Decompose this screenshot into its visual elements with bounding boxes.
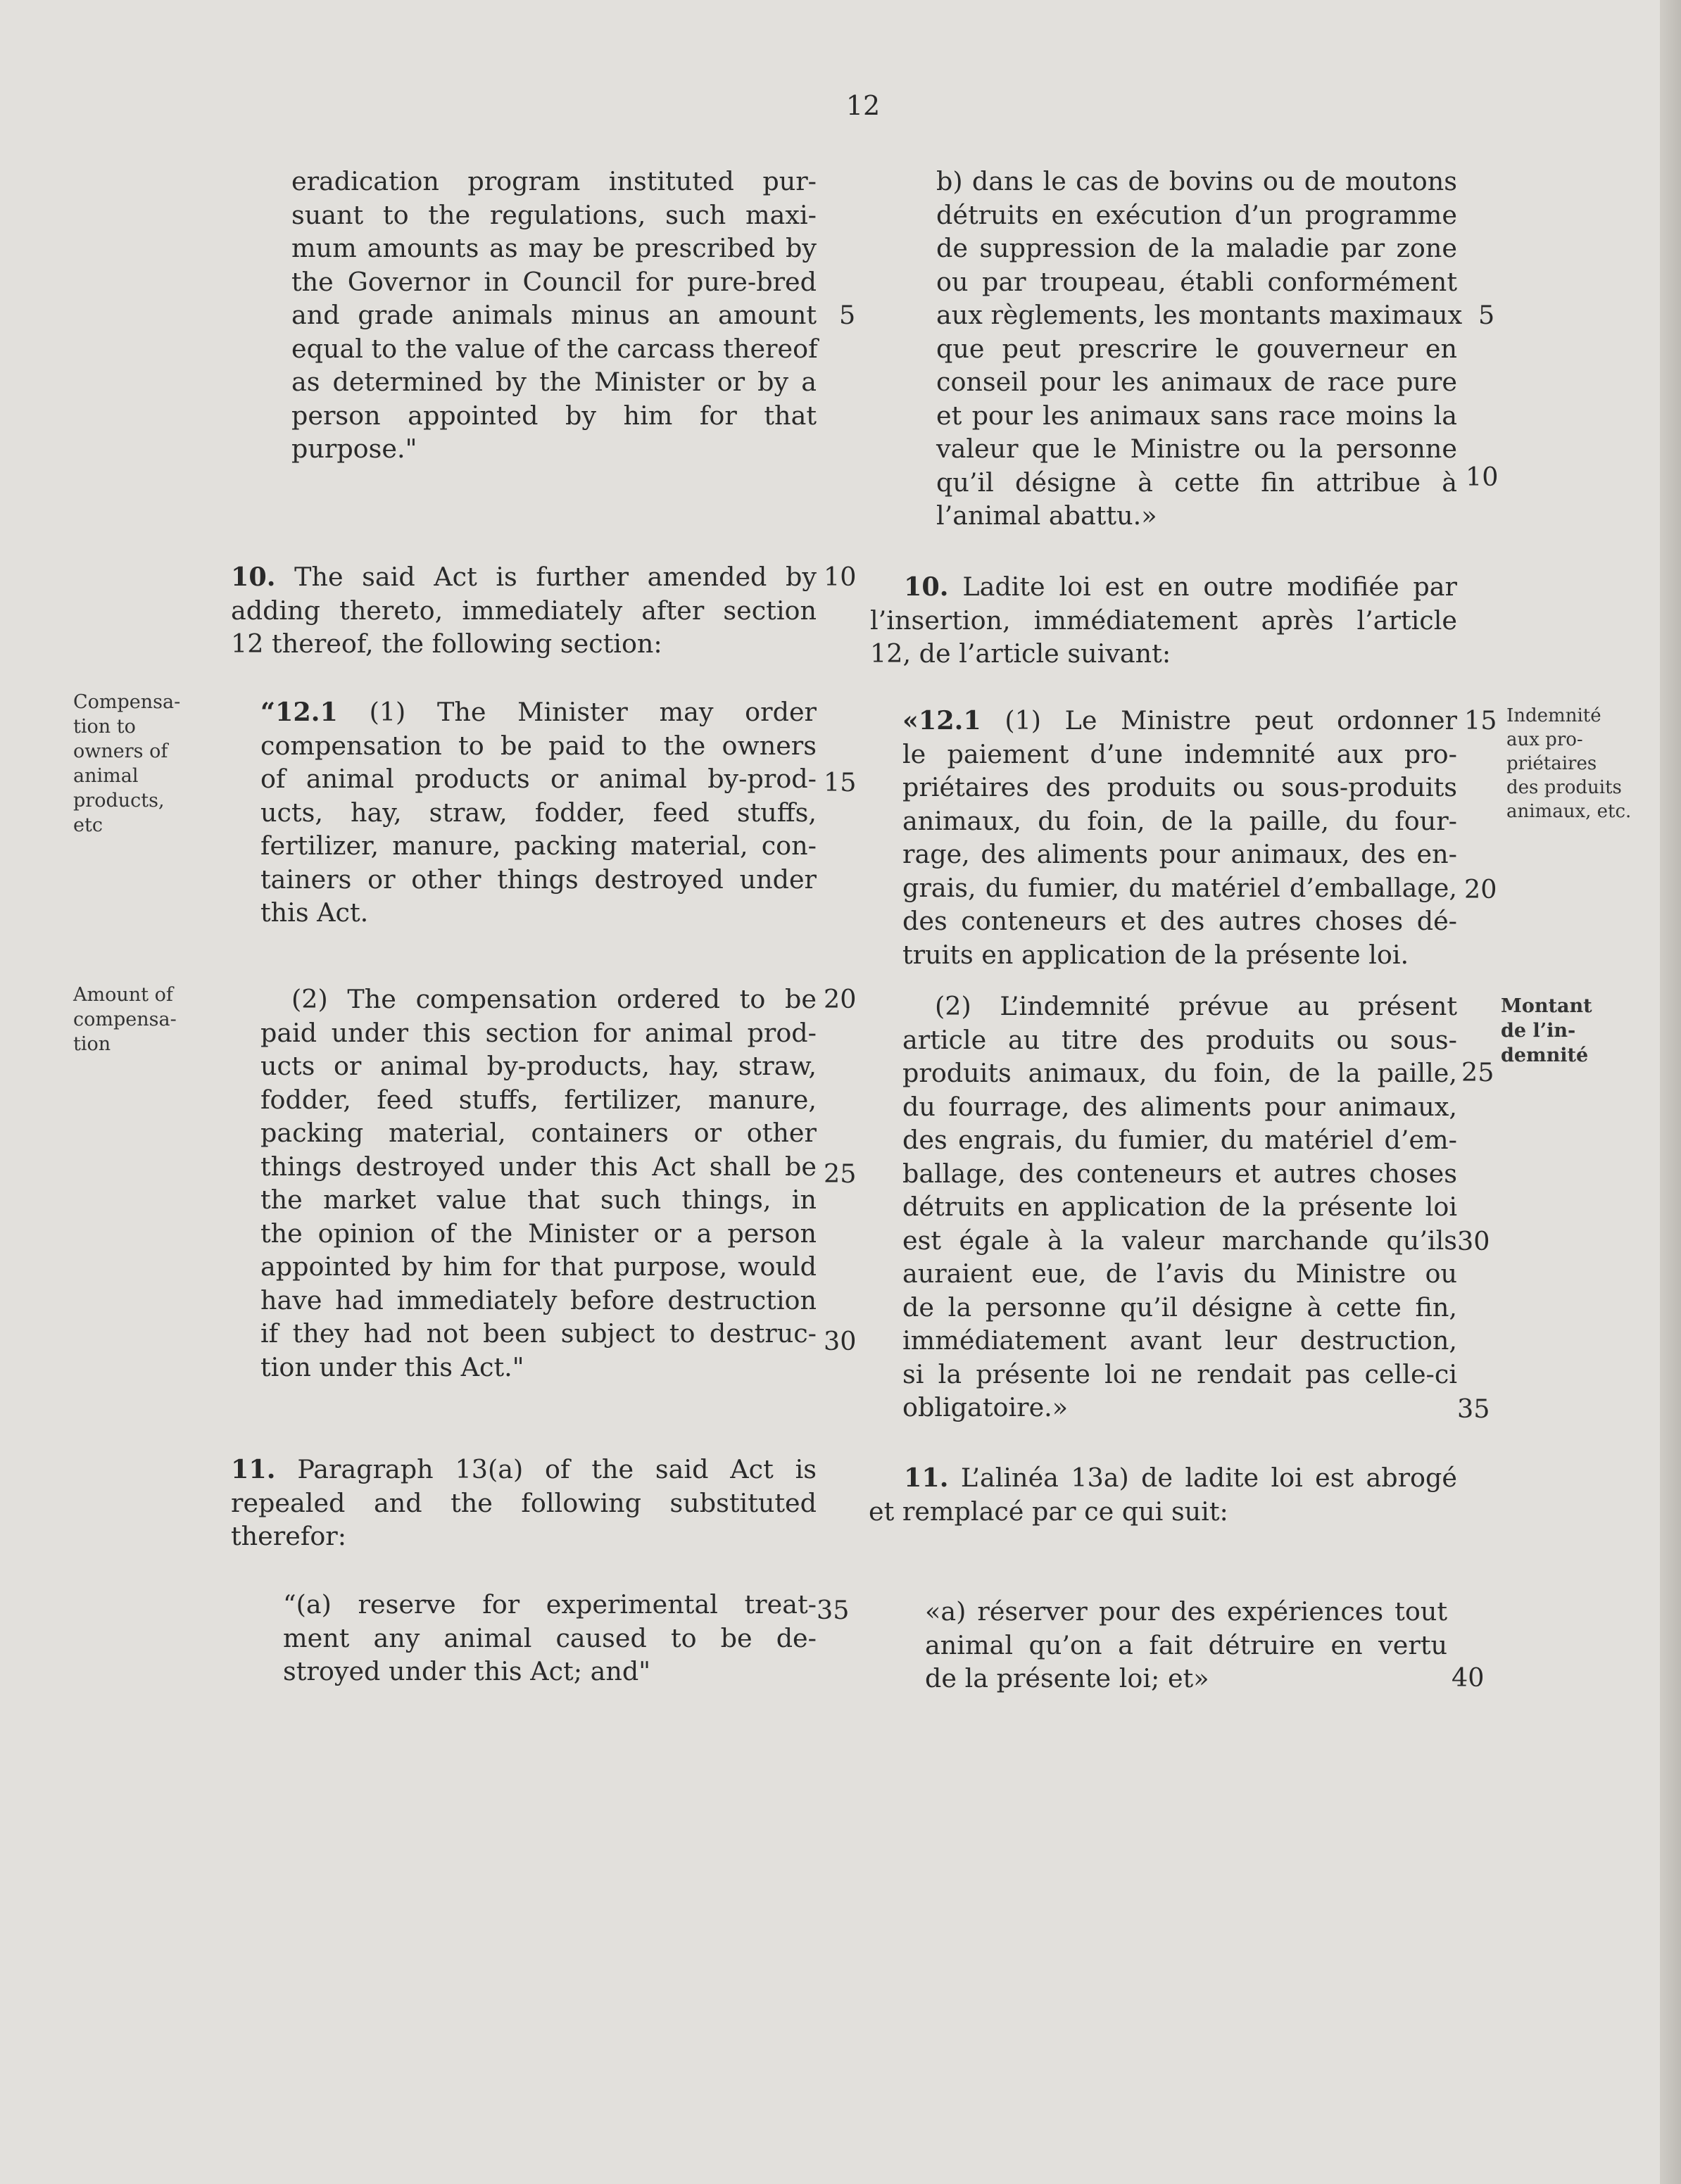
en-line: paid under this section for animal prod- xyxy=(260,1017,817,1048)
en-line: this Act. xyxy=(260,897,369,928)
fr-line: produits animaux, du foin, de la paille, xyxy=(902,1058,1457,1088)
en-line: packing material, containers or other xyxy=(260,1118,817,1148)
english-paragraph-13a xyxy=(283,1588,817,1689)
en-line: purpose." xyxy=(291,434,417,464)
line-number: 25 xyxy=(824,1159,857,1189)
en-line: ment any animal caused to be de- xyxy=(283,1622,817,1653)
fr-line: du fourrage, des aliments pour animaux, xyxy=(902,1091,1457,1122)
line-number: 20 xyxy=(824,984,857,1014)
line-number: 20 xyxy=(1464,874,1497,904)
fr-line: aux règlements, les montants maximaux xyxy=(936,300,1463,330)
en-line: stroyed under this Act; and" xyxy=(283,1656,651,1686)
fr-line: ou par troupeau, établi conformément xyxy=(936,266,1457,297)
en-line: equal to the value of the carcass thereof xyxy=(291,333,818,364)
line-number: 5 xyxy=(1478,300,1495,330)
fr-line: article au titre des produits ou sous- xyxy=(902,1024,1457,1055)
fr-line: de suppression de la maladie par zone xyxy=(936,233,1457,263)
line-number: 30 xyxy=(824,1326,857,1356)
section-number: «12.1 xyxy=(902,705,981,736)
french-section-12-2 xyxy=(902,990,1457,1425)
fr-line: que peut prescrire le gouverneur en xyxy=(936,333,1457,364)
fr-line: valeur que le Ministre ou la personne xyxy=(936,434,1457,464)
en-line: fertilizer, manure, packing material, con- xyxy=(260,831,817,861)
side-note-amount: Amount of compensa- tion xyxy=(73,984,177,1055)
section-number: “12.1 xyxy=(260,697,338,727)
french-section-12-1 xyxy=(902,704,1457,971)
en-line: ucts, hay, straw, fodder, feed stuffs, xyxy=(260,797,817,828)
line-number: 35 xyxy=(817,1595,850,1625)
fr-line: 12, de l’article suivant: xyxy=(870,638,1171,669)
english-carryover xyxy=(291,165,817,466)
fr-line: L’alinéa 13a) de ladite loi est abrogé xyxy=(948,1463,1457,1493)
fr-line: l’insertion, immédiatement après l’article xyxy=(870,605,1457,636)
en-line: the market value that such things, in xyxy=(260,1185,817,1215)
side-note-montant: Montant de l’in- demnité xyxy=(1501,995,1592,1066)
fr-line: animaux, du foin, de la paille, du four- xyxy=(902,805,1457,836)
fr-line: Ladite loi est en outre modifiée par xyxy=(948,572,1457,602)
fr-line: et remplacé par ce qui suit: xyxy=(869,1496,1228,1527)
english-section-10 xyxy=(231,560,817,661)
fr-line: obligatoire.» xyxy=(902,1392,1069,1422)
line-number: 40 xyxy=(1452,1662,1485,1693)
french-section-11 xyxy=(869,1461,1457,1528)
fr-line: et pour les animaux sans race moins la xyxy=(936,400,1457,431)
line-number: 30 xyxy=(1457,1226,1490,1256)
en-line: suant to the regulations, such maxi- xyxy=(291,199,817,230)
en-line: if they had not been subject to destruc- xyxy=(260,1318,817,1349)
fr-line: b) dans le cas de bovins ou de moutons xyxy=(936,166,1457,196)
fr-line: (2) L’indemnité prévue au présent xyxy=(935,991,1457,1021)
en-line: the opinion of the Minister or a person xyxy=(260,1218,817,1249)
fr-line: qu’il désigne à cette fin attribue à xyxy=(936,467,1457,498)
french-section-10 xyxy=(870,570,1457,671)
fr-line: auraient eue, de l’avis du Ministre ou xyxy=(902,1258,1457,1289)
fr-line: truits en application de la présente loi. xyxy=(902,939,1409,970)
fr-line: le paiement d’une indemnité aux pro- xyxy=(902,738,1457,769)
en-line: tainers or other things destroyed under xyxy=(260,864,817,895)
fr-line: de la présente loi; et» xyxy=(925,1663,1209,1693)
line-number: 5 xyxy=(839,300,856,330)
english-section-12-1 xyxy=(260,695,817,930)
fr-line: animal qu’on a fait détruire en vertu xyxy=(925,1629,1447,1660)
en-line: (2) The compensation ordered to be xyxy=(291,984,817,1014)
french-carryover xyxy=(936,165,1463,533)
en-line: things destroyed under this Act shall be xyxy=(260,1151,817,1182)
line-number: 15 xyxy=(1464,705,1497,736)
line-number: 10 xyxy=(824,562,857,592)
en-line: tion under this Act." xyxy=(260,1351,524,1382)
en-line: fodder, feed stuffs, fertilizer, manure, xyxy=(260,1084,817,1115)
page-number: 12 xyxy=(845,90,881,121)
section-number: 11. xyxy=(231,1454,276,1484)
en-line: have had immediately before destruction xyxy=(260,1284,817,1315)
en-line: (1) The Minister may order xyxy=(337,697,817,727)
fr-line: ballage, des conteneurs et autres choses xyxy=(902,1158,1457,1189)
fr-line: conseil pour les animaux de race pure xyxy=(936,367,1457,397)
section-number: 10. xyxy=(231,562,276,592)
fr-line: l’animal abattu.» xyxy=(936,500,1157,531)
fr-line: rage, des aliments pour animaux, des en- xyxy=(902,839,1457,869)
fr-line: si la présente loi ne rendait pas celle-ci xyxy=(902,1358,1457,1389)
fr-line: est égale à la valeur marchande qu’ils xyxy=(902,1225,1457,1256)
fr-line: «a) réserver pour des expériences tout xyxy=(925,1596,1447,1627)
side-note-indemnite: Indemnité aux pro- priétaires des produits animaux, etc. xyxy=(1506,705,1632,822)
en-line: compensation to be paid to the owners xyxy=(260,730,817,761)
en-line: mum amounts as may be prescribed by xyxy=(291,233,817,263)
english-section-11 xyxy=(231,1453,817,1553)
fr-line: des conteneurs et des autres choses dé- xyxy=(902,906,1457,936)
fr-line: détruits en exécution d’un programme xyxy=(936,199,1457,230)
en-line: repealed and the following substituted xyxy=(231,1487,817,1518)
line-number: 25 xyxy=(1461,1057,1494,1087)
side-note-compensation: Compensa- tion to owners of animal products, etc xyxy=(73,691,181,836)
en-line: appointed by him for that purpose, would xyxy=(260,1251,817,1282)
page-edge-shadow xyxy=(1660,0,1681,2184)
fr-line: grais, du fumier, du matériel d’emballage, xyxy=(902,872,1457,903)
en-line: “(a) reserve for experimental treat- xyxy=(283,1589,817,1620)
english-section-12-2 xyxy=(260,983,817,1384)
fr-line: (1) Le Ministre peut ordonner xyxy=(981,705,1457,736)
en-line: adding thereto, immediately after section xyxy=(231,595,817,626)
section-number: 11. xyxy=(904,1463,949,1493)
en-line: 12 thereof, the following section: xyxy=(231,629,662,659)
en-line: eradication program instituted pur- xyxy=(291,166,817,196)
en-line: of animal products or animal by-prod- xyxy=(260,764,817,794)
section-number: 10. xyxy=(904,572,949,602)
fr-line: de la personne qu’il désigne à cette fin, xyxy=(902,1292,1457,1323)
fr-line: détruits en application de la présente loi xyxy=(902,1192,1457,1222)
en-line: and grade animals minus an amount xyxy=(291,300,817,330)
en-line: Paragraph 13(a) of the said Act is xyxy=(275,1454,817,1484)
french-paragraph-13a xyxy=(925,1595,1447,1696)
line-number: 35 xyxy=(1457,1394,1490,1424)
line-number: 10 xyxy=(1466,462,1499,492)
en-line: therefor: xyxy=(231,1521,347,1551)
en-line: The said Act is further amended by xyxy=(275,562,817,592)
line-number: 15 xyxy=(824,767,857,797)
en-line: person appointed by him for that xyxy=(291,400,817,431)
en-line: as determined by the Minister or by a xyxy=(291,367,817,397)
en-line: ucts or animal by-products, hay, straw, xyxy=(260,1051,817,1081)
fr-line: des engrais, du fumier, du matériel d’em- xyxy=(902,1125,1457,1155)
fr-line: immédiatement avant leur destruction, xyxy=(902,1325,1457,1356)
en-line: the Governor in Council for pure-bred xyxy=(291,266,817,297)
fr-line: priétaires des produits ou sous-produits xyxy=(902,772,1457,802)
